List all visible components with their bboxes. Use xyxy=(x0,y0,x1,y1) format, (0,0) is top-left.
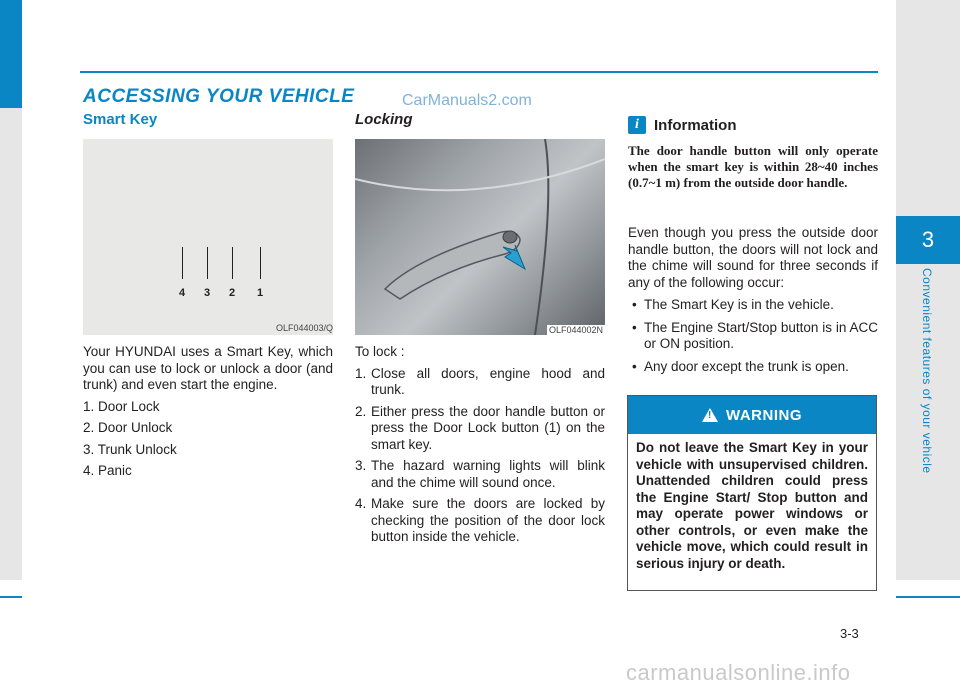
footer-watermark: carmanualsonline.info xyxy=(626,660,851,685)
locking-heading: Locking xyxy=(355,111,413,128)
chapter-number: 3 xyxy=(896,216,960,264)
figure-code: OLF044003/Q xyxy=(275,323,333,333)
callout-line xyxy=(207,247,208,279)
step-number: 4. xyxy=(355,496,367,511)
list-item: • Any door except the trunk is open. xyxy=(628,359,878,376)
list-item xyxy=(355,496,605,546)
list-item xyxy=(355,404,605,454)
callout-line xyxy=(182,247,183,279)
info-bold-text: The door handle button will only operate when the smart key is within 28~40 inches (0.7~1 m) from the outside door handle. xyxy=(628,143,878,190)
callout-line xyxy=(260,247,261,279)
smart-key-heading: Smart Key xyxy=(83,111,158,128)
figure-label-2: 2 xyxy=(229,287,236,299)
step-number: 3. xyxy=(355,458,367,473)
smart-key-text xyxy=(83,344,333,480)
chapter-title: Convenient features of your vehicle xyxy=(920,268,934,474)
list-item xyxy=(355,366,605,399)
list-item: 4. Panic xyxy=(83,463,132,478)
header-rule xyxy=(80,71,878,73)
list-item: • The Engine Start/Stop button is in ACC or ON position. xyxy=(628,320,878,353)
step-number: 1. xyxy=(355,365,367,381)
figure-label-3: 3 xyxy=(204,287,211,299)
step-text: Close all doors, engine hood and trunk. xyxy=(371,365,605,397)
warning-icon xyxy=(702,408,718,422)
handle-button xyxy=(503,231,517,243)
warning-box xyxy=(627,395,877,591)
list-item: 2. Door Unlock xyxy=(83,420,173,435)
watermark-top: CarManuals2.com xyxy=(402,92,532,109)
callout-line xyxy=(232,247,233,279)
page-number: 3-3 xyxy=(840,626,859,641)
door-handle-figure xyxy=(355,139,605,335)
step-text: The hazard warning lights will blink and the chime will sound once. xyxy=(371,458,605,490)
figure-code: OLF044002N xyxy=(548,325,603,335)
left-accent-block xyxy=(0,0,22,108)
list-item: 3. Trunk Unlock xyxy=(83,441,177,457)
warning-text: Do not leave the Smart Key in your vehicle with unsupervised children. Unattended children could press the Engine Start/ Stop button and may operate power windows or other controls, or even make the vehicle move, which could result in serious injury or death. xyxy=(636,440,868,571)
info-icon: i xyxy=(628,116,646,134)
warning-header xyxy=(628,396,876,434)
info-text xyxy=(628,225,878,375)
body-crease xyxy=(355,159,605,190)
warning-title: WARNING xyxy=(726,406,802,424)
list-item xyxy=(355,458,605,491)
list-item: 1. Door Lock xyxy=(83,398,160,414)
smart-key-intro: Your HYUNDAI uses a Smart Key, which you can use to lock or unlock a door (and trunk) and even start the engine. xyxy=(83,344,333,392)
info-title: Information xyxy=(654,117,737,134)
list-item: • The Smart Key is in the vehicle. xyxy=(628,297,878,314)
right-accent-line xyxy=(896,596,960,598)
warning-symbol: ! xyxy=(708,410,712,421)
locking-intro: To lock : xyxy=(355,344,405,359)
locking-text xyxy=(355,344,605,546)
left-accent-line xyxy=(0,596,22,598)
section-title: ACCESSING YOUR VEHICLE xyxy=(83,86,355,107)
step-number: 2. xyxy=(355,403,367,419)
figure-label-1: 1 xyxy=(257,287,264,299)
step-text: Either press the door handle button or press the Door Lock button (1) on the smart key. xyxy=(371,403,605,452)
figure-label-4: 4 xyxy=(179,287,186,299)
door-handle-illustration xyxy=(355,139,605,335)
door-handle xyxy=(385,231,520,299)
info-body: Even though you press the outside door handle button, the doors will not lock and the chime will sound for three seconds if any of the following occur: xyxy=(628,225,878,290)
step-text: Make sure the doors are locked by checking the position of the door lock button inside the vehicle. xyxy=(371,496,605,544)
door-seam xyxy=(535,139,548,335)
smart-key-figure xyxy=(83,139,333,335)
